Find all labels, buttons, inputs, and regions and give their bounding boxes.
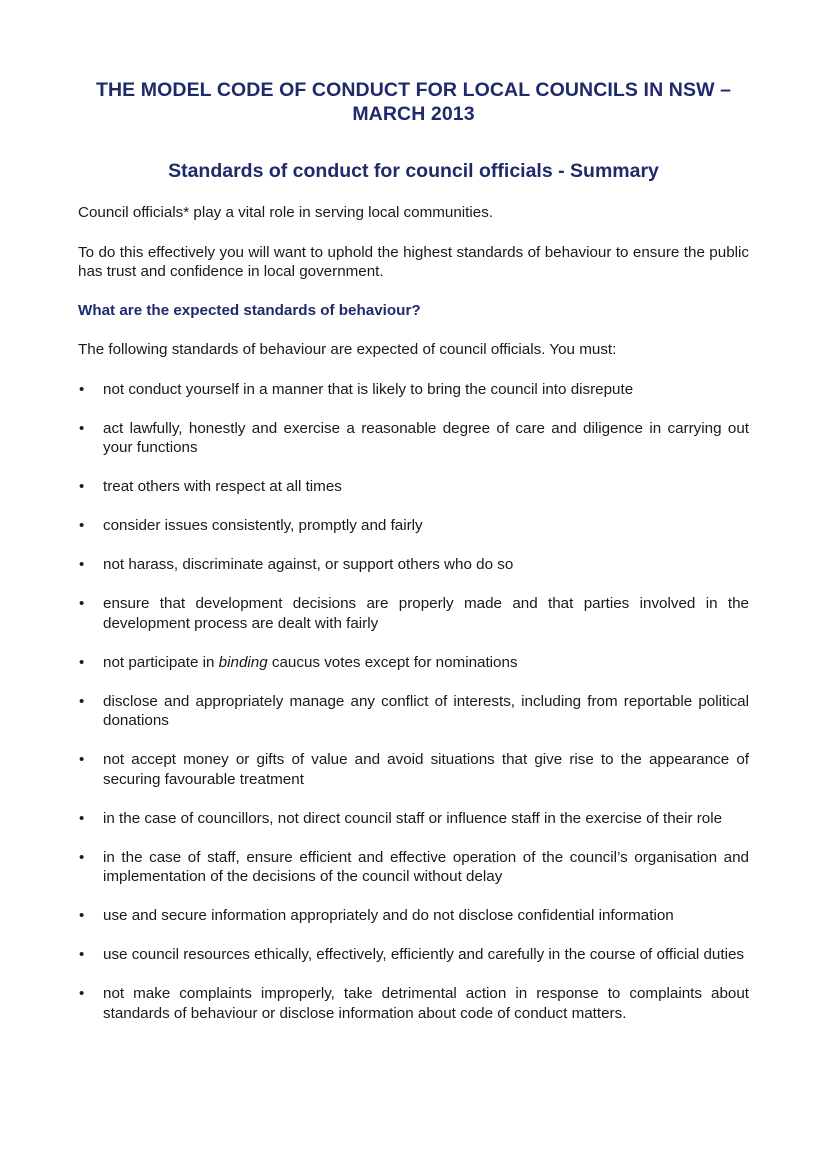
- bullet-icon: •: [79, 946, 85, 963]
- following-paragraph: The following standards of behaviour are expected of council officials. You must:: [78, 341, 617, 358]
- emphasis-binding: binding: [218, 653, 268, 671]
- list-item: [78, 419, 749, 458]
- list-item-text-end: caucus votes except for nominations: [267, 653, 518, 671]
- list-item-text: use and secure information appropriately and do not disclose confidential information: [103, 907, 674, 924]
- list-item-text: in the case of councillors, not direct council staff or influence staff in the exercise of their role: [103, 809, 723, 827]
- list-item: [78, 380, 749, 400]
- list-item-text: not harass, discriminate against, or support others who do so: [103, 556, 514, 573]
- bullet-icon: •: [79, 380, 85, 398]
- list-item-text: not accept money or gifts of value and avoid situations that give rise to the appearance of securing favourable treatment: [103, 751, 749, 788]
- bullet-icon: •: [79, 653, 85, 671]
- list-item-text: use council resources ethically, effectively, efficiently and carefully in the course of official duties: [103, 946, 745, 963]
- document-subtitle: Standards of conduct for council officials - Summary: [168, 160, 659, 182]
- list-item: [78, 984, 749, 1023]
- bullet-icon: •: [79, 692, 85, 710]
- bullet-icon: •: [79, 809, 85, 827]
- document-title: THE MODEL CODE OF CONDUCT FOR LOCAL COUNCILS IN NSW – MARCH 2013: [95, 79, 732, 125]
- bullet-icon: •: [79, 478, 85, 495]
- list-item: [78, 692, 749, 731]
- list-item: [78, 809, 749, 829]
- bullet-icon: •: [79, 985, 85, 1002]
- list-item-text-start: not participate in: [103, 653, 219, 671]
- effective-paragraph: To do this effectively you will want to uphold the highest standards of behaviour to ensure the public has trust and confidence in local government.: [78, 243, 749, 280]
- list-item-text: treat others with respect at all times: [103, 478, 342, 495]
- bullet-icon: •: [79, 907, 85, 924]
- list-item: [78, 594, 749, 633]
- list-item-text: [103, 654, 518, 671]
- intro-paragraph: Council officials* play a vital role in serving local communities.: [78, 204, 494, 221]
- list-item-text: disclose and appropriately manage any conflict of interests, including from reportable political donations: [103, 692, 749, 729]
- list-item-text: in the case of staff, ensure efficient and effective operation of the council’s organisation and implementation of the decisions of the council without delay: [103, 848, 749, 885]
- list-item: [78, 750, 749, 789]
- bullet-icon: •: [79, 848, 85, 866]
- list-item: [78, 906, 749, 926]
- bullet-icon: •: [79, 517, 85, 534]
- bullet-icon: •: [79, 751, 85, 768]
- bullet-icon: •: [79, 419, 85, 437]
- list-item-text: consider issues consistently, promptly and fairly: [103, 517, 423, 534]
- list-item: [78, 945, 749, 965]
- list-item-text: not conduct yourself in a manner that is likely to bring the council into disrepute: [103, 380, 634, 398]
- list-item: [78, 477, 749, 497]
- list-item: [78, 653, 749, 673]
- list-item-text: not make complaints improperly, take detrimental action in response to complaints about standards of behaviour or disclose information about code of conduct matters.: [103, 985, 749, 1022]
- bullet-icon: •: [79, 595, 85, 612]
- standards-list: [78, 380, 749, 1024]
- list-item: [78, 555, 749, 575]
- list-item-text: ensure that development decisions are properly made and that parties involved in the development process are dealt with fairly: [103, 595, 749, 632]
- section-heading: What are the expected standards of behaviour?: [78, 301, 421, 319]
- list-item: [78, 848, 749, 887]
- list-item: [78, 516, 749, 536]
- bullet-icon: •: [79, 556, 85, 573]
- list-item-text: act lawfully, honestly and exercise a reasonable degree of care and diligence in carrying out your functions: [103, 419, 749, 456]
